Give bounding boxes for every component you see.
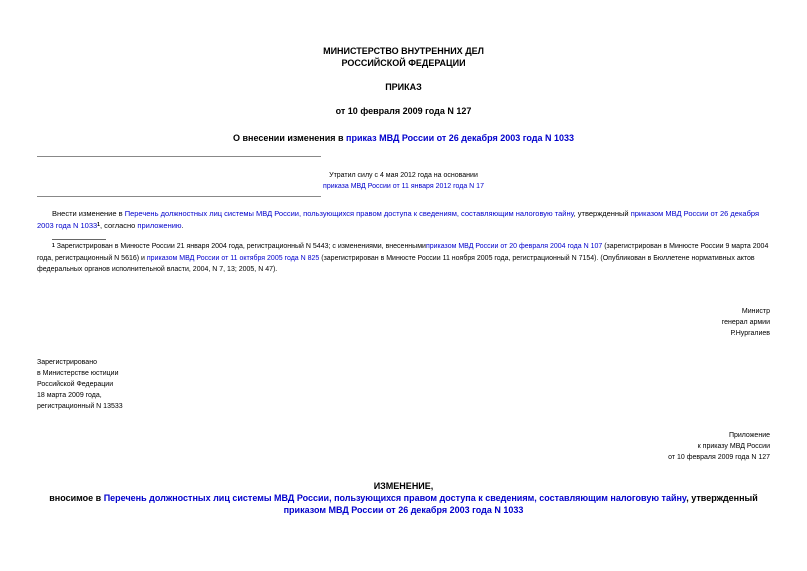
document-type: ПРИКАЗ — [385, 82, 422, 92]
registration-line5: регистрационный N 13533 — [37, 403, 123, 410]
registration-line4: 18 марта 2009 года, — [37, 392, 102, 399]
footnote — [37, 241, 770, 276]
document-title — [0, 132, 807, 144]
ministry-name-line2: РОССИЙСКОЙ ФЕДЕРАЦИИ — [341, 58, 466, 68]
title-order-link[interactable]: приказ МВД России от 26 декабря 2003 года N 1033 — [346, 133, 574, 143]
repeal-order-link[interactable]: приказа МВД России от 11 января 2012 года N 17 — [323, 183, 484, 190]
footnote-text1: Зарегистрирован в Минюсте России 21 января 2004 года, регистрационный N 5443; с изменениями, внесенными — [54, 243, 426, 250]
change-prefix: вносимое в — [49, 493, 104, 503]
footnote-reference[interactable]: 1 — [97, 221, 100, 228]
footnote-text3: (зарегистрирован в Минюсте России 11 ноября 2005 года, регистрационный N 7154). (Опубликован в Бюллетене нормативных актов федеральных органов исполнительной власти, 2004, N 7, 13; 2005, N 47). — [37, 254, 755, 273]
registration-line2: в Министерстве юстиции — [37, 370, 119, 377]
change-mid: , утвержденный — [686, 493, 758, 503]
title-prefix: О внесении изменения в — [233, 133, 347, 143]
divider-top — [37, 156, 321, 157]
list-of-officials-link[interactable]: Перечень должностных лиц системы МВД России, пользующихся правом доступа к сведениям, составляющим налоговую тайну — [124, 209, 574, 218]
change-description — [37, 492, 770, 516]
divider-status — [37, 196, 321, 197]
body-text-after: , согласно — [99, 220, 138, 230]
change-list-link[interactable]: Перечень должностных лиц системы МВД России, пользующихся правом доступа к сведениям, составляющим налоговую тайну — [103, 493, 687, 503]
ministry-name-line1: МИНИСТЕРСТВО ВНУТРЕННИХ ДЕЛ — [323, 46, 484, 56]
body-paragraph — [37, 208, 770, 231]
change-order-1033-link[interactable]: приказом МВД России от 26 декабря 2003 года N 1033 — [283, 505, 524, 515]
order-825-link[interactable]: приказом МВД России от 11 октября 2005 года N 825 — [146, 254, 320, 262]
status-link-wrap — [37, 181, 770, 192]
appendix-order-date: от 10 февраля 2009 года N 127 — [668, 454, 770, 461]
status-note: Утратил силу с 4 мая 2012 года на основании — [329, 172, 478, 179]
order-107-link[interactable]: приказом МВД России от 20 февраля 2004 года N 107 — [425, 243, 603, 250]
footnote-divider — [52, 239, 106, 240]
body-text-mid: , утвержденный — [573, 209, 631, 218]
order-1033-link[interactable]: приказом МВД России от 26 декабря 2003 года N 1033 — [37, 209, 760, 230]
body-text-prefix: Внести изменение в — [52, 209, 125, 218]
appendix-label: Приложение — [728, 432, 770, 439]
signature-title: Министр — [741, 308, 770, 315]
signature-name: Р.Нургалиев — [730, 330, 770, 337]
body-text-end: . — [181, 220, 184, 230]
signature-rank: генерал армии — [721, 319, 770, 326]
footnote-text2: (зарегистрирован в Минюсте России 9 марта 2004 года, регистрационный N 5616) и — [37, 243, 769, 262]
footnote-marker: 1 — [52, 243, 55, 249]
appendix-link[interactable]: приложению — [137, 220, 182, 230]
appendix-order-ref: к приказу МВД России — [697, 443, 770, 450]
registration-line1: Зарегистрировано — [37, 359, 97, 366]
document-date: от 10 февраля 2009 года N 127 — [335, 106, 472, 116]
change-heading: ИЗМЕНЕНИЕ, — [373, 481, 434, 491]
registration-line3: Российской Федерации — [37, 381, 114, 388]
